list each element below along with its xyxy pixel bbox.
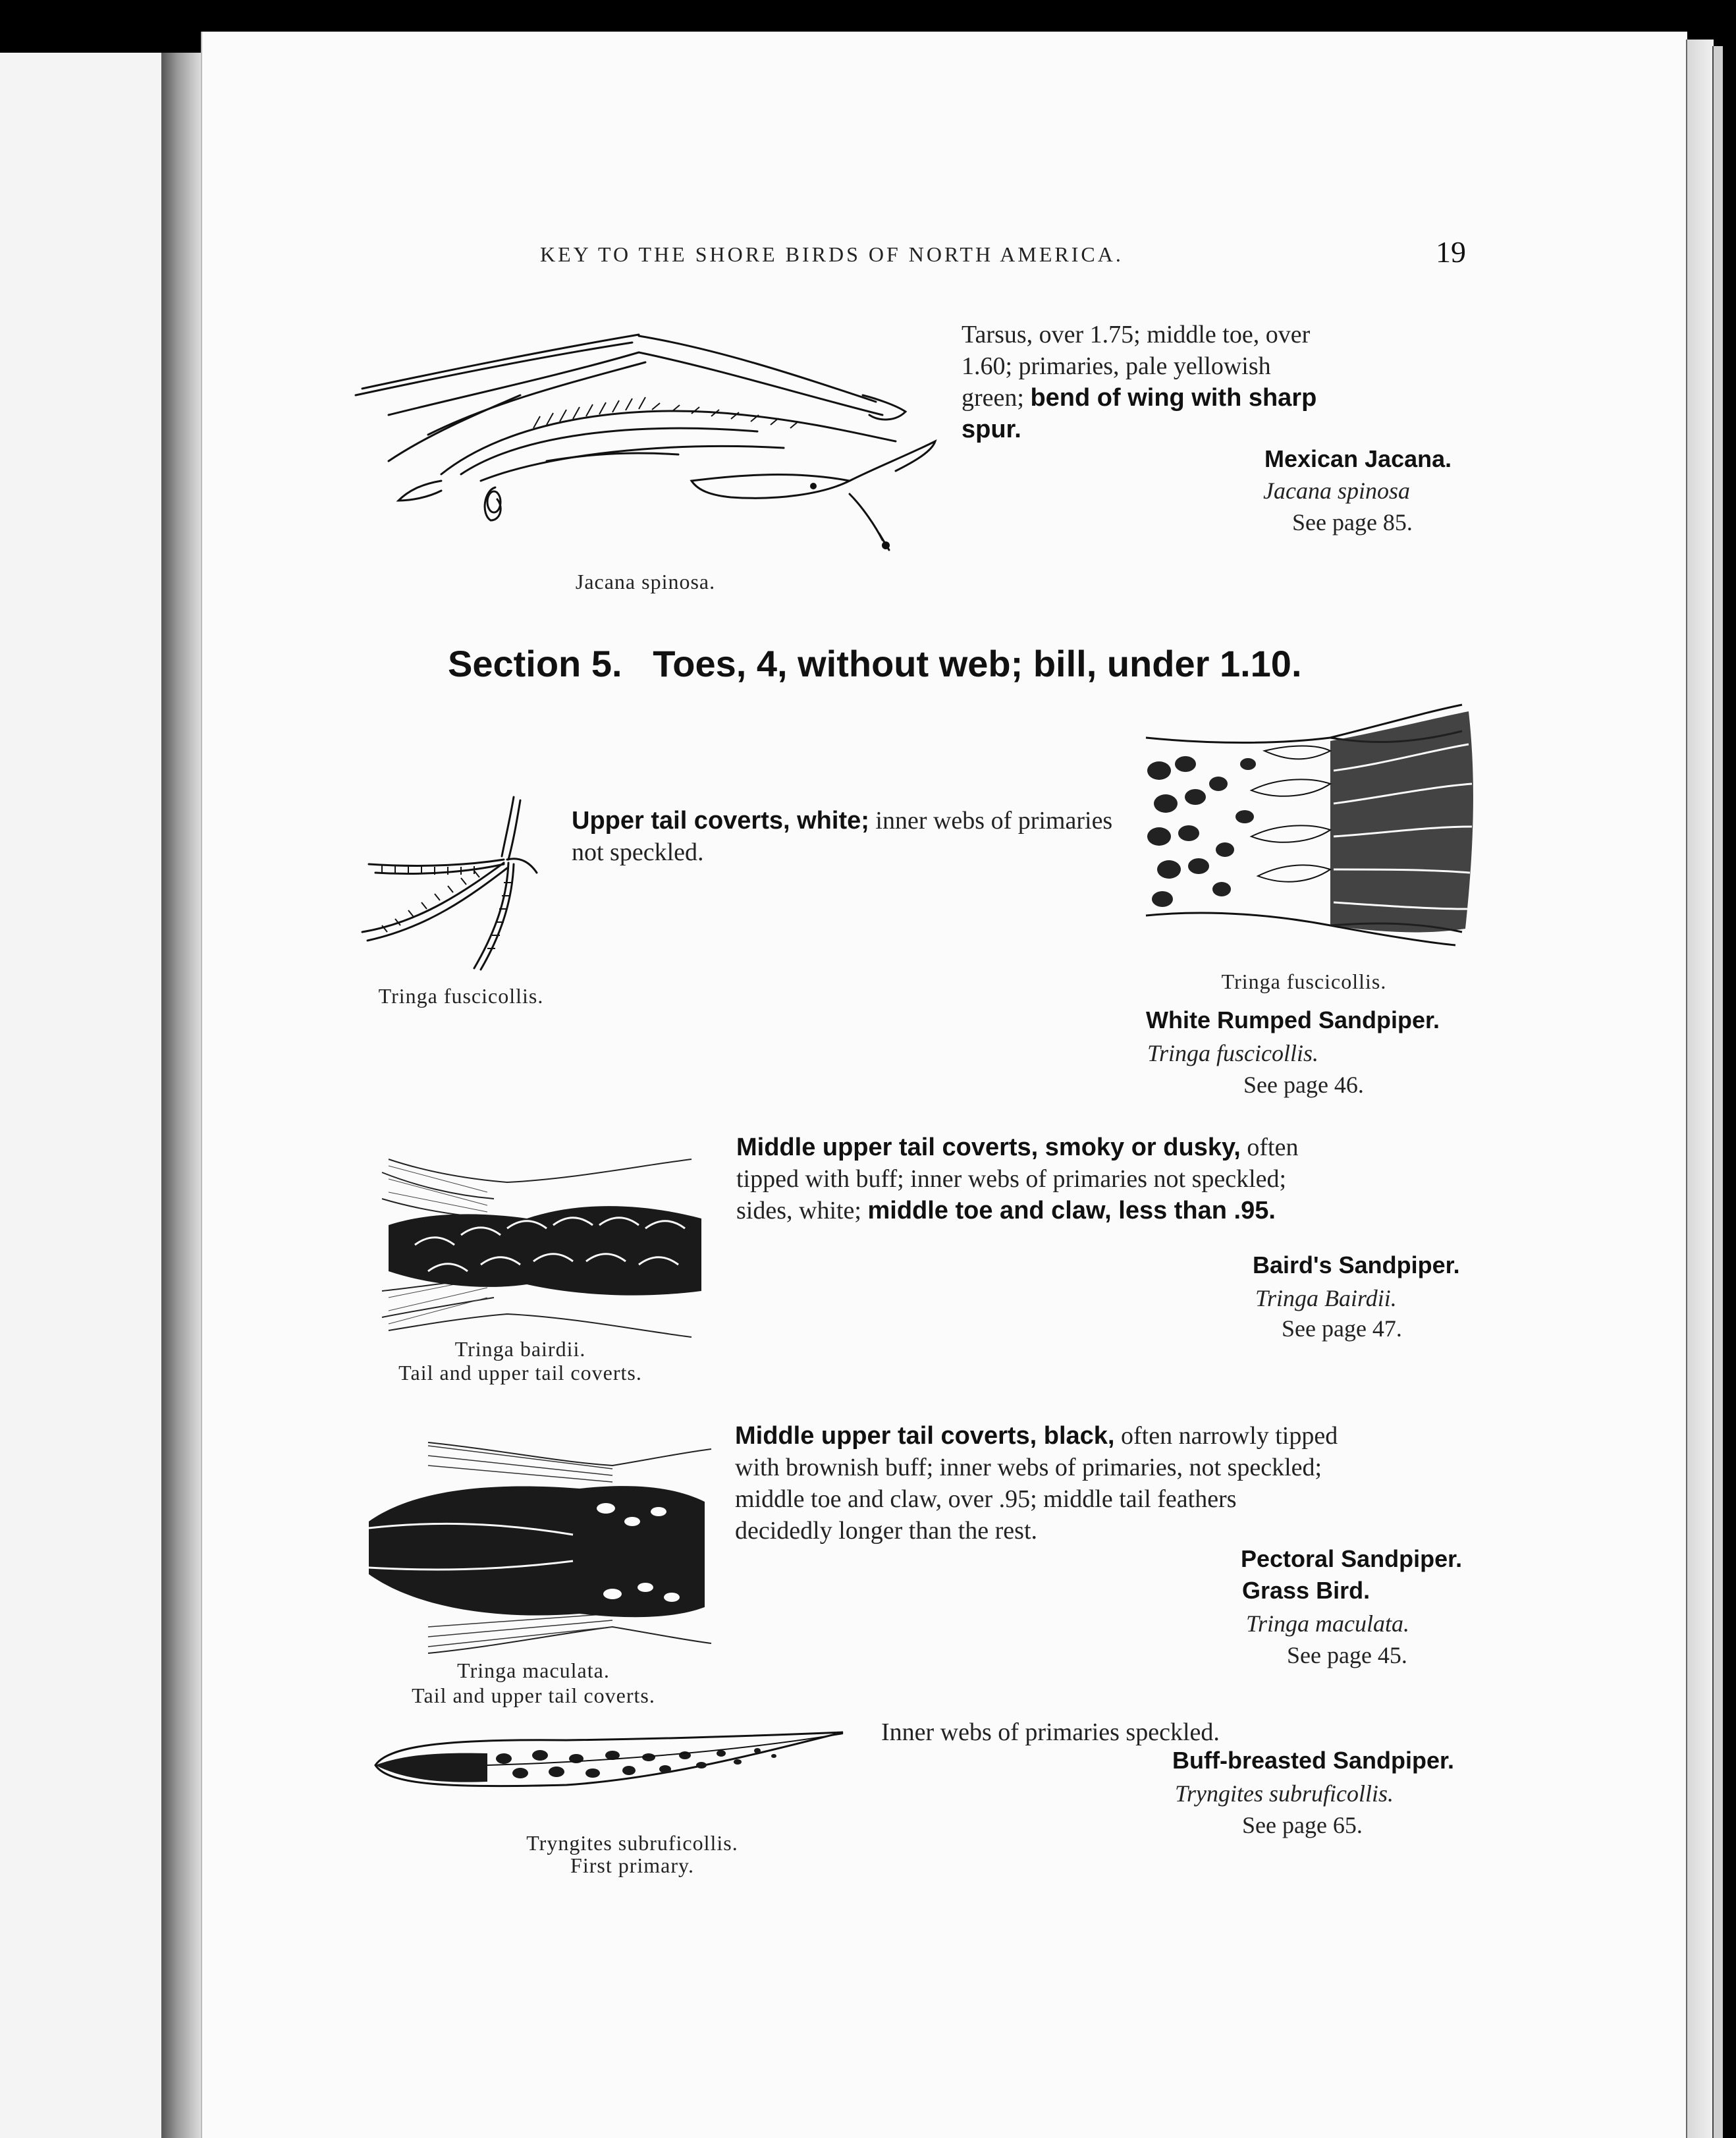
- book-gutter: [161, 53, 201, 2138]
- pectoral-caption-line1: Tringa maculata.: [457, 1658, 610, 1682]
- jacana-foot-illustration: [349, 323, 948, 573]
- white-rumped-foot-illustration: [356, 790, 547, 975]
- white-rumped-tail-illustration: [1133, 705, 1475, 948]
- bairds-caption-line1: Tringa bairdii.: [454, 1337, 586, 1361]
- pectoral-common-name-2: Grass Bird.: [1242, 1577, 1370, 1604]
- pectoral-description: [735, 1420, 1338, 1547]
- buff-breasted-caption-line1: Tryngites subruficollis.: [526, 1831, 738, 1855]
- bairds-description-bold-1: Middle upper tail coverts, smoky or dusky,: [736, 1134, 1241, 1161]
- bairds-see-page: See page 47.: [1282, 1315, 1402, 1342]
- pectoral-common-name-1: Pectoral Sandpiper.: [1241, 1545, 1463, 1572]
- page-number: 19: [1436, 235, 1466, 269]
- bairds-caption-line2: Tail and upper tail coverts.: [398, 1361, 642, 1384]
- white-rumped-description-plain: inner webs of primaries not speckled.: [572, 807, 1113, 866]
- buff-breasted-see-page: See page 65.: [1242, 1812, 1363, 1838]
- pectoral-description-bold: Middle upper tail coverts, black,: [735, 1422, 1115, 1450]
- white-rumped-see-page: See page 46.: [1243, 1072, 1364, 1098]
- jacana-description-plain: Tarsus, over 1.75; middle toe, over 1.60; primaries, pale yellowish green;: [962, 321, 1311, 412]
- pectoral-scientific-name: Tringa maculata.: [1246, 1610, 1410, 1637]
- bairds-scientific-name: Tringa Bairdii.: [1255, 1285, 1397, 1311]
- pectoral-tail-illustration: [362, 1429, 718, 1660]
- page-edge-right: [1686, 40, 1714, 2138]
- white-rumped-description: [572, 805, 1118, 868]
- buff-breasted-caption-line2: First primary.: [570, 1853, 694, 1877]
- white-rumped-scientific-name: Tringa fuscicollis.: [1147, 1040, 1319, 1066]
- bairds-description-bold-2: middle toe and claw, less than .95.: [867, 1197, 1276, 1224]
- pectoral-see-page: See page 45.: [1287, 1642, 1407, 1668]
- buff-breasted-primary-illustration: [369, 1726, 850, 1798]
- pectoral-description-plain: often narrowly tipped with brownish buff; inner webs of primaries, not speckled; middle toe and claw, over .95; middle tail feathers decidedly longer than the rest.: [735, 1422, 1338, 1545]
- white-rumped-common-name: White Rumped Sandpiper.: [1146, 1006, 1440, 1033]
- bairds-description-plain: often tipped with buff; inner webs of primaries not speckled; sides, white;: [736, 1134, 1299, 1224]
- buff-breasted-description: Inner webs of primaries speckled.: [881, 1718, 1220, 1746]
- jacana-figure-caption: Jacana spinosa.: [575, 570, 716, 593]
- jacana-see-page: See page 85.: [1292, 509, 1413, 535]
- jacana-description-bold: bend of wing with sharp spur.: [962, 384, 1317, 443]
- running-header: KEY TO THE SHORE BIRDS OF NORTH AMERICA.: [540, 242, 1124, 266]
- pectoral-caption-line2: Tail and upper tail coverts.: [412, 1684, 655, 1707]
- section-title: Section 5. Toes, 4, without web; bill, under 1.10.: [448, 643, 1302, 684]
- jacana-scientific-name: Jacana spinosa: [1263, 478, 1410, 504]
- jacana-description: [962, 319, 1330, 445]
- bairds-tail-illustration: [375, 1146, 705, 1344]
- bairds-common-name: Baird's Sandpiper.: [1253, 1251, 1460, 1278]
- jacana-common-name: Mexican Jacana.: [1264, 445, 1452, 472]
- white-rumped-foot-caption: Tringa fuscicollis.: [378, 984, 544, 1008]
- white-rumped-description-bold: Upper tail coverts, white;: [572, 807, 869, 835]
- buff-breasted-scientific-name: Tryngites subruficollis.: [1175, 1780, 1394, 1807]
- white-rumped-tail-caption: Tringa fuscicollis.: [1221, 970, 1387, 993]
- buff-breasted-common-name: Buff-breasted Sandpiper.: [1172, 1747, 1455, 1774]
- page-edge-right-shadow: [1712, 46, 1723, 2138]
- left-page-edge: [0, 53, 161, 2138]
- bairds-description: [736, 1132, 1336, 1226]
